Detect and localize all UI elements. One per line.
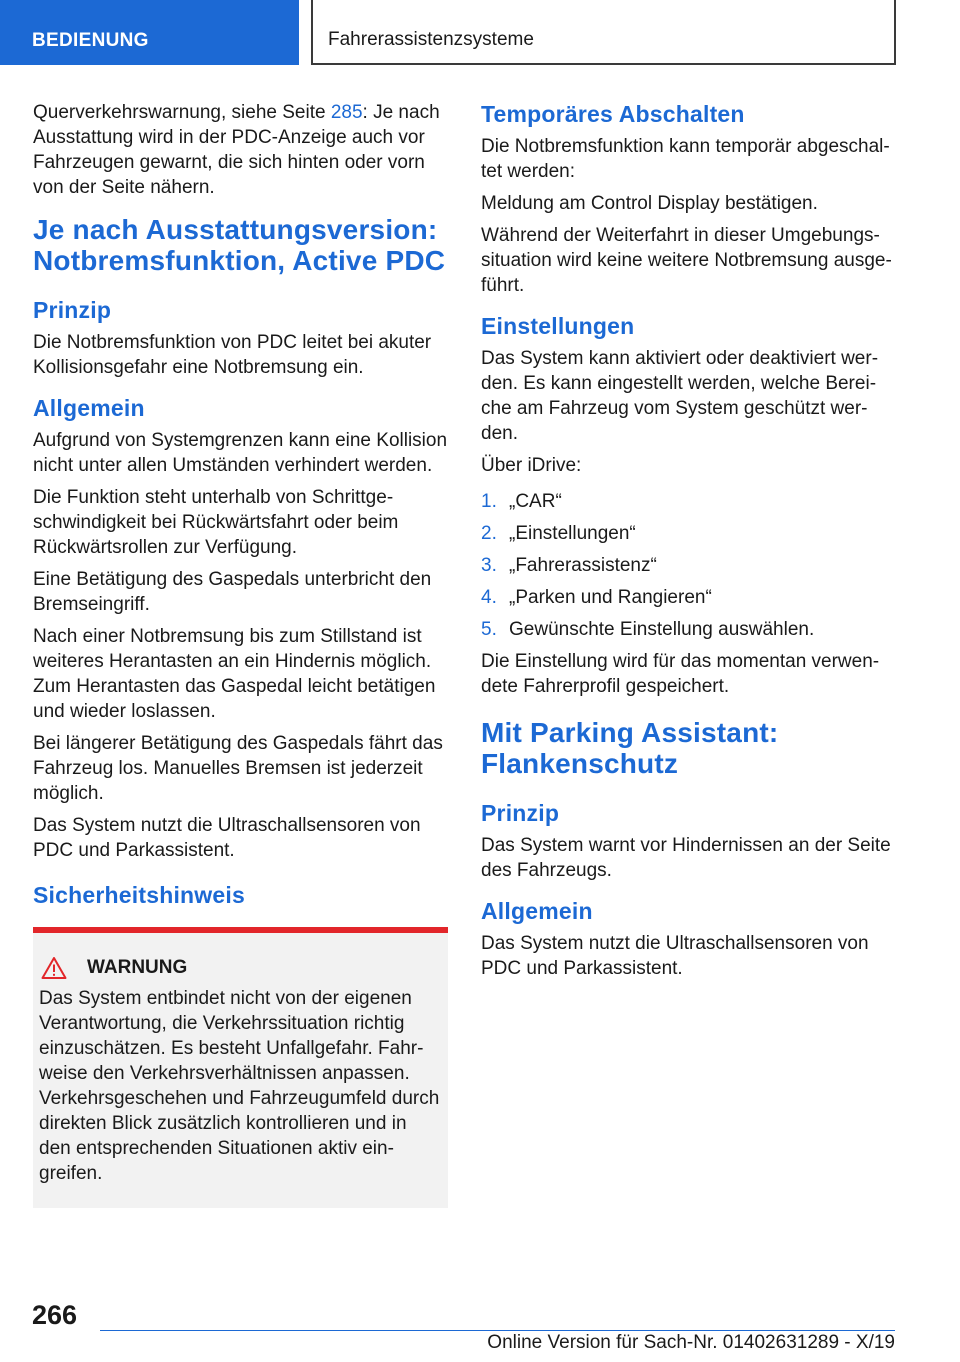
step-number: 3. bbox=[481, 555, 497, 576]
header-section-tab: BEDIENUNG bbox=[0, 0, 299, 65]
step-number: 1. bbox=[481, 491, 497, 512]
temp-paragraph: Meldung am Control Display bestätigen. bbox=[481, 193, 818, 214]
right-column bbox=[481, 100, 896, 988]
list-item bbox=[481, 521, 896, 546]
temp-paragraph: Während der Weiterfahrt in dieser Umgebungssituation wird keine weitere Notbremsung ausgeführt. bbox=[481, 225, 892, 296]
list-item bbox=[481, 585, 896, 610]
warning-title: WARNUNG bbox=[87, 957, 188, 978]
allgemein-paragraph: Das System nutzt die Ultraschallsensoren von PDC und Parkassistent. bbox=[33, 815, 421, 861]
subheading-prinzip: Prinzip bbox=[33, 297, 112, 323]
intro-text-before: Querverkehrswarnung, siehe Seite bbox=[33, 102, 331, 123]
step-text: Gewünschte Einstellung auswählen. bbox=[509, 619, 815, 640]
idrive-steps-list bbox=[481, 489, 896, 642]
left-column bbox=[33, 100, 448, 1208]
subheading-temporaeres-abschalten: Temporäres Abschalten bbox=[481, 101, 745, 127]
allgemein-paragraph: Bei längerer Betätigung des Gaspedals fährt das Fahrzeug los. Manuelles Bremsen ist jederzeit möglich. bbox=[33, 733, 443, 804]
temp-paragraph: Die Notbremsfunktion kann temporär abgeschaltet werden: bbox=[481, 136, 890, 182]
warning-triangle-icon bbox=[41, 956, 67, 980]
section-heading-notbremsfunktion: Je nach Ausstattungsversion: Notbremsfunktion, Active PDC bbox=[33, 214, 446, 276]
prinzip-text: Die Notbremsfunktion von PDC leitet bei akuter Kollisionsgefahr eine Notbremsung ein. bbox=[33, 332, 432, 378]
warning-text: Das System entbindet nicht von der eigenen Verantwortung, die Verkehrssituation richtig einzuschätzen. Es besteht Unfallgefahr. Fahrweise den Verkehrsverhältnissen anpassen. Verkehrsgeschehen und Fahrzeugumfeld durch direkten Blick zusätzlich kontrollieren und in den entsprechenden Situationen aktiv eingreifen. bbox=[39, 988, 440, 1184]
step-number: 5. bbox=[481, 619, 497, 640]
list-item bbox=[481, 553, 896, 578]
intro-text-after: : Je nach Ausstattung wird in der PDC-Anzeige auch vor Fahrzeugen gewarnt, die sich hinten oder vorn von der Seite nähern. bbox=[33, 102, 440, 198]
subheading-allgemein: Allgemein bbox=[33, 395, 145, 421]
intro-paragraph bbox=[33, 100, 448, 200]
allgemein-text: Das System nutzt die Ultraschallsensoren von PDC und Parkassistent. bbox=[481, 933, 869, 979]
allgemein-paragraph: Nach einer Notbremsung bis zum Stillstand ist weiteres Herantasten an ein Hindernis möglich. Zum Herantasten das Gaspedal leicht betätigen und wieder loslassen. bbox=[33, 626, 436, 722]
warning-box bbox=[33, 927, 448, 1208]
step-text: „Fahrerassistenz“ bbox=[509, 555, 657, 576]
step-text: „Einstellungen“ bbox=[509, 523, 636, 544]
subheading-allgemein: Allgemein bbox=[481, 898, 593, 924]
page-reference-link[interactable]: 285 bbox=[330, 102, 363, 123]
list-item bbox=[481, 617, 896, 642]
page-number: 266 bbox=[32, 1300, 78, 1330]
list-item bbox=[481, 489, 896, 514]
subheading-prinzip: Prinzip bbox=[481, 800, 560, 826]
allgemein-paragraph: Die Funktion steht unterhalb von Schrittgeschwindigkeit bei Rückwärtsfahrt oder beim Rückwärtsrollen zur Verfügung. bbox=[33, 487, 399, 558]
einstellungen-paragraph: Das System kann aktiviert oder deaktiviert werden. Es kann eingestellt werden, welche Bereiche am Fahrzeug vom System geschützt werden. bbox=[481, 348, 879, 444]
step-text: „Parken und Rangieren“ bbox=[509, 587, 712, 608]
header-chapter-title: Fahrerassistenzsysteme bbox=[311, 0, 896, 65]
subheading-sicherheitshinweis: Sicherheitshinweis bbox=[33, 882, 245, 908]
step-text: „CAR“ bbox=[509, 491, 562, 512]
prinzip-text: Das System warnt vor Hindernissen an der Seite des Fahrzeugs. bbox=[481, 835, 891, 881]
step-number: 2. bbox=[481, 523, 497, 544]
subheading-einstellungen: Einstellungen bbox=[481, 313, 635, 339]
einstellungen-paragraph: Über iDrive: bbox=[481, 455, 582, 476]
footer-divider bbox=[100, 1330, 895, 1331]
footer-online-version: Online Version für Sach-Nr. 01402631289 - X/19 bbox=[487, 1332, 895, 1353]
einstellungen-after-text: Die Einstellung wird für das momentan verwendete Fahrerprofil gespeichert. bbox=[481, 651, 880, 697]
allgemein-paragraph: Aufgrund von Systemgrenzen kann eine Kollision nicht unter allen Umständen verhindert werden. bbox=[33, 430, 448, 476]
allgemein-paragraph: Eine Betätigung des Gaspedals unterbricht den Bremseingriff. bbox=[33, 569, 432, 615]
section-heading-flankenschutz: Mit Parking Assistant: Flankenschutz bbox=[481, 717, 779, 779]
step-number: 4. bbox=[481, 587, 497, 608]
warning-title-row bbox=[39, 955, 440, 980]
